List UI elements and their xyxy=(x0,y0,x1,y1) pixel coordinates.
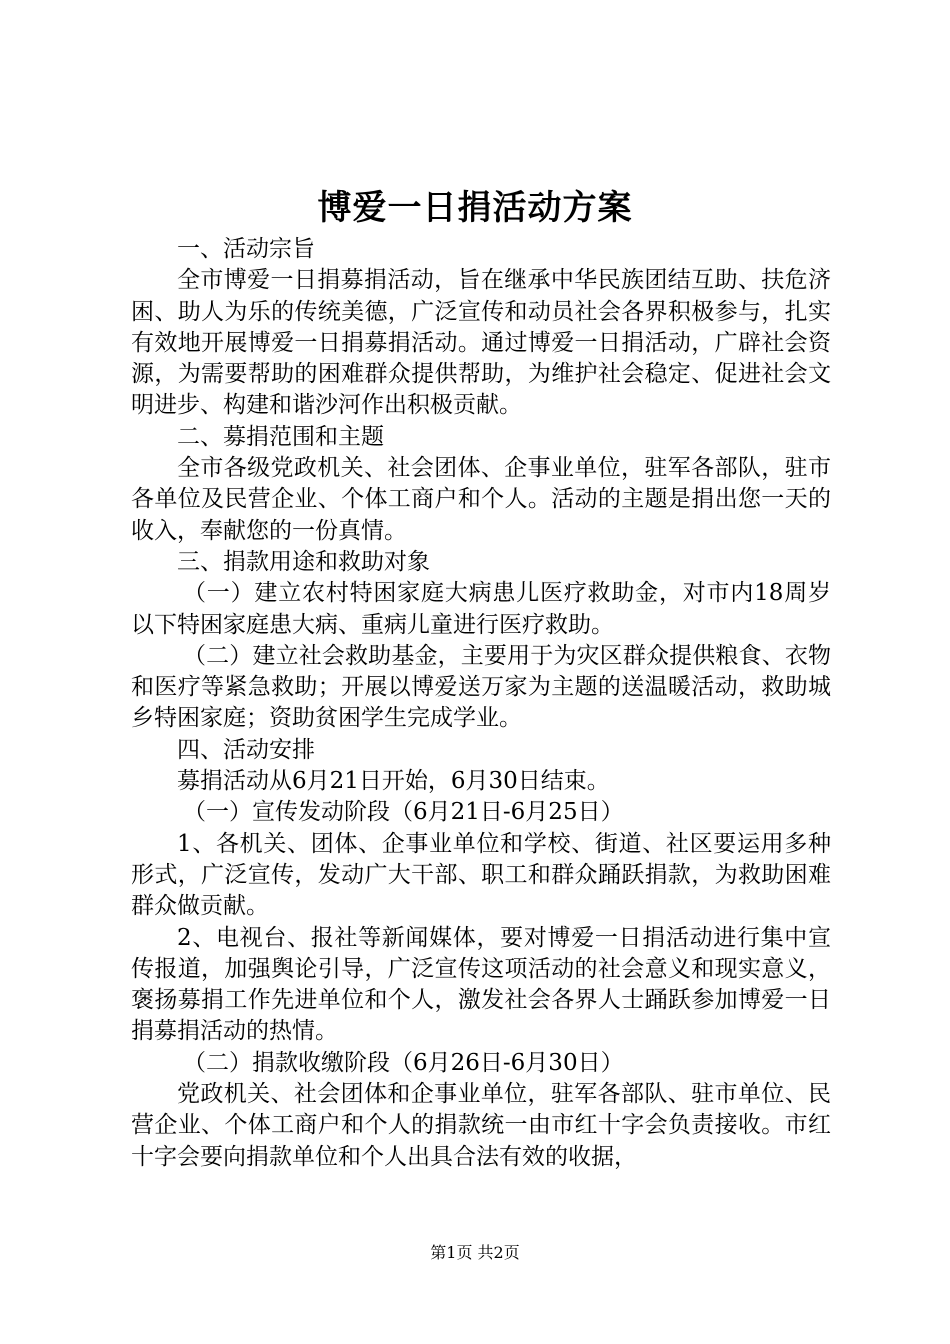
section-heading: 一、活动宗旨 xyxy=(177,236,315,262)
section-heading: 三、捐款用途和救助对象 xyxy=(177,548,430,575)
paragraph: 1、各机关、团体、企事业单位和学校、街道、社区要运用多种形式，广泛宣传，发动广大干部、职工和群众踊跃捐款，为救助困难群众做贡献。 xyxy=(131,830,831,920)
paragraph: （二）建立社会救助基金，主要用于为灾区群众提供粮食、衣物和医疗等紧急救助；开展以博爱送万家为主题的送温暖活动，救助城乡特困家庭；资助贫困学生完成学业。 xyxy=(131,642,831,732)
paragraph: 全市各级党政机关、社会团体、企事业单位，驻军各部队，驻市各单位及民营企业、个体工商户和个人。活动的主题是捐出您一天的收入，奉献您的一份真情。 xyxy=(131,455,831,544)
paragraph: 募捐活动从6月21日开始，6月30日结束。 xyxy=(177,768,610,795)
document-title: 博爱一日捐活动方案 xyxy=(317,188,633,228)
document-body xyxy=(131,234,831,1173)
subsection-heading: （二）捐款收缴阶段（6月26日-6月30日） xyxy=(183,1049,624,1076)
paragraph: （一）建立农村特困家庭大病患儿医疗救助金，对市内18周岁以下特困家庭患大病、重病儿童进行医疗救助。 xyxy=(131,580,831,638)
paragraph: 全市博爱一日捐募捐活动，旨在继承中华民族团结互助、扶危济困、助人为乐的传统美德，广泛宣传和动员社会各界积极参与，扎实有效地开展博爱一日捐募捐活动。通过博爱一日捐活动，广辟社会资源，为需要帮助的困难群众提供帮助，为维护社会稳定、促进社会文明进步、构建和谐沙河作出积极贡献。 xyxy=(131,267,831,419)
paragraph: 2、电视台、报社等新闻媒体，要对博爱一日捐活动进行集中宣传报道，加强舆论引导，广泛宣传这项活动的社会意义和现实意义，褒扬募捐工作先进单位和个人，激发社会各界人士踊跃参加博爱一日捐募捐活动的热情。 xyxy=(131,924,831,1045)
paragraph: 党政机关、社会团体和企事业单位，驻军各部队、驻市单位、民营企业、个体工商户和个人的捐款统一由市红十字会负责接收。市红十字会要向捐款单位和个人出具合法有效的收据， xyxy=(131,1081,831,1170)
section-heading: 二、募捐范围和主题 xyxy=(177,423,384,450)
subsection-heading: （一）宣传发动阶段（6月21日-6月25日） xyxy=(183,799,624,826)
page-footer: 第1页 共2页 xyxy=(430,1243,520,1262)
section-heading: 四、活动安排 xyxy=(177,736,315,763)
